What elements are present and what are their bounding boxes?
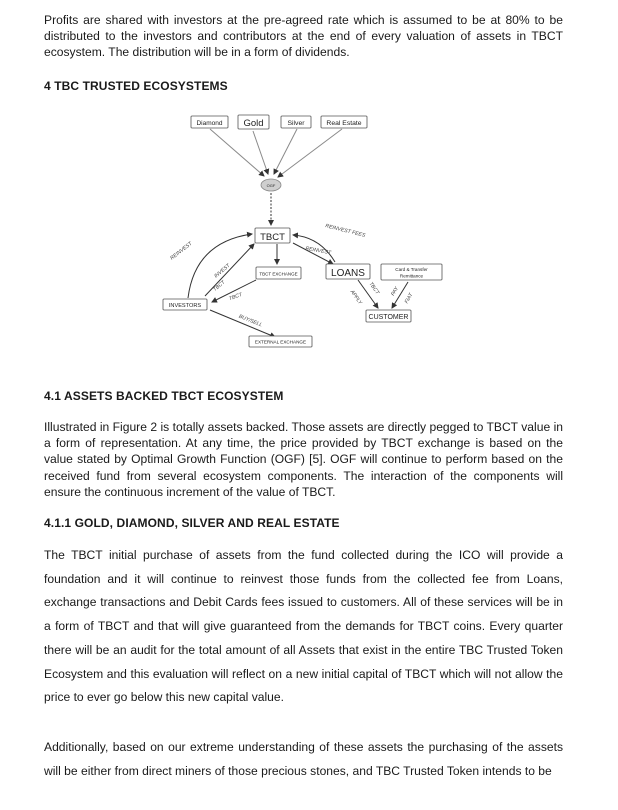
gold-label: Gold — [243, 118, 264, 129]
tbct-customer-label: TBCT — [367, 281, 381, 296]
diamond-to-ogf-arrow — [210, 129, 264, 176]
additional-paragraph: Additionally, based on our extreme understanding of these assets the purchasing of the assets will be either from direct miners of those precious stones, and TBC Trusted Token intends to be — [44, 740, 563, 778]
section-4-1-1-paragraph: The TBCT initial purchase of assets from the fund collected during the ICO will provide a foundation and it will continue to reinvest those funds from the collected fee from Loans, exchange transactions and Debit Cards fees issued to customers. All of these services will be in a form of TBCT and that will give guaranteed from the demands for TBCT coins. Every quarter there will be an audit for the total amount of all Assets that exist in the entire TBC Trusted Token Ecosystem and this evaluation will reflect on a new initial capital of TBCT which will not allow the price to ever go below this new capital value. — [44, 548, 563, 705]
tbct-exchange-label: TBCT EXCHANGE — [259, 271, 298, 277]
pay-label: PAY — [390, 285, 401, 298]
customer-label: CUSTOMER — [368, 314, 409, 321]
gold-to-ogf-arrow — [253, 131, 268, 174]
real-estate-label: Real Estate — [326, 120, 362, 127]
intro-paragraph: Profits are shared with investors at the pre-agreed rate which is assumed to be at 80% to be distributed to the investors and contributors at the end of every valuation of assets in TBCT ecosystem. The distribution will be in a form of dividends. — [44, 13, 563, 60]
section-4-1-paragraph: Illustrated in Figure 2 is totally assets backed. Those assets are directly pegged to TBCT value in a form of representation. At any time, the price provided by TBCT exchange is based on the value stated by Optimal Growth Function (OGF) [5]. OGF will continue to perform based on the received fund from several ecosystem components. The interaction of the components will ensure the continuous increment of the value of TBCT. — [44, 420, 563, 499]
invest-label: INVEST — [213, 262, 232, 280]
investors-label: INVESTORS — [168, 303, 202, 309]
card-transfer-label-1: Card & Transfer — [395, 267, 428, 272]
ogf-label: OGF — [266, 183, 276, 188]
external-exchange-label: EXTERNAL EXCHANGE — [254, 339, 307, 345]
silver-to-ogf-arrow — [274, 129, 297, 174]
tbct-arrow-label: TBCT — [212, 279, 227, 293]
reinvest-fees-label: REINVEST FEES — [324, 223, 366, 239]
card-transfer-label-2: Remittance — [399, 273, 424, 279]
ecosystem-diagram — [150, 112, 450, 352]
buy-sell-label: BUY/SELL — [237, 313, 264, 329]
section-4-1-heading: 4.1 ASSETS BACKED TBCT ECOSYSTEM — [44, 389, 284, 403]
tbct-label: TBCT — [260, 232, 285, 243]
section-4-1-1-heading: 4.1.1 GOLD, DIAMOND, SILVER AND REAL ESTATE — [44, 516, 340, 530]
diamond-label: Diamond — [196, 120, 223, 127]
apply-label: APPLY — [348, 289, 363, 306]
loans-label: LOANS — [331, 268, 365, 279]
realestate-to-ogf-arrow — [278, 129, 342, 177]
reinvest-label: REINVEST — [169, 240, 194, 262]
reinvest-small-label: REINVEST — [304, 245, 332, 257]
section-4-heading: 4 TBC TRUSTED ECOSYSTEMS — [44, 79, 228, 93]
tbct-exchange-arrow-label: TBCT — [228, 291, 244, 303]
silver-label: Silver — [287, 120, 305, 127]
fiat-label: FIAT — [403, 292, 415, 305]
